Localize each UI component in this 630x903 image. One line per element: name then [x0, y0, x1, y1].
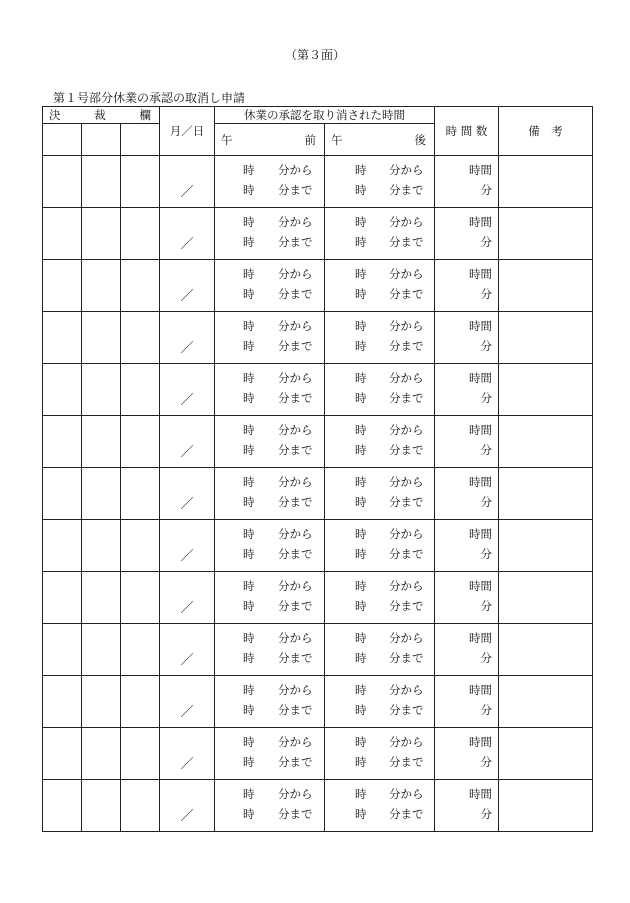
hour-label: 時 [243, 527, 255, 541]
remarks-cell[interactable] [499, 260, 593, 312]
hour-label: 時 [355, 443, 367, 457]
kessai-char-3: 欄 [139, 108, 151, 122]
to-label: 分まで [389, 599, 424, 613]
am-header [215, 124, 325, 156]
stamp-cell-2[interactable] [82, 156, 121, 208]
pm-time-cell[interactable] [325, 156, 435, 208]
duration-cell[interactable] [435, 208, 499, 260]
duration-hours-label: 時間 [469, 527, 492, 541]
hour-label: 時 [243, 755, 255, 769]
stamp-cell-2[interactable] [82, 676, 121, 728]
duration-cell[interactable] [435, 676, 499, 728]
cancellation-form-table [42, 106, 593, 832]
to-label: 分まで [278, 183, 313, 197]
table-row [43, 156, 593, 208]
pm-time-cell[interactable] [325, 312, 435, 364]
am-time-cell[interactable] [215, 156, 325, 208]
stamp-cell-3[interactable] [121, 728, 160, 780]
stamp-cell-2[interactable] [82, 312, 121, 364]
pm-char-1: 午 [331, 132, 343, 147]
duration-hours-label: 時間 [469, 163, 492, 177]
remarks-cell[interactable] [499, 624, 593, 676]
hour-label: 時 [355, 287, 367, 301]
stamp-cell-1[interactable] [43, 260, 82, 312]
date-slash: ／ [180, 185, 194, 200]
hour-label: 時 [355, 319, 367, 333]
from-label: 分から [389, 475, 424, 489]
table-row [43, 468, 593, 520]
kessai-char-1: 決 [49, 108, 61, 122]
remarks-cell[interactable] [499, 780, 593, 832]
stamp-cell-1[interactable] [43, 520, 82, 572]
stamp-cell-3[interactable] [121, 572, 160, 624]
stamp-cell-2[interactable] [82, 624, 121, 676]
page-number: （第３面） [284, 48, 345, 62]
hour-label: 時 [355, 163, 367, 177]
duration-minutes-label: 分 [480, 287, 492, 301]
date-slash: ／ [180, 237, 194, 252]
stamp-cell-2[interactable] [82, 520, 121, 572]
to-label: 分まで [389, 339, 424, 353]
am-time-cell[interactable] [215, 364, 325, 416]
am-time-cell[interactable] [215, 260, 325, 312]
stamp-cell-1[interactable] [43, 208, 82, 260]
hour-label: 時 [355, 527, 367, 541]
stamp-cell-1[interactable] [43, 312, 82, 364]
duration-hours-label: 時間 [469, 371, 492, 385]
duration-hours-label: 時間 [469, 631, 492, 645]
from-label: 分から [278, 215, 313, 229]
to-label: 分まで [389, 287, 424, 301]
to-label: 分まで [389, 651, 424, 665]
remarks-header: 備 考 [499, 107, 593, 156]
month-day-cell[interactable] [160, 624, 215, 676]
remarks-cell[interactable] [499, 312, 593, 364]
stamp-cell-2[interactable] [82, 572, 121, 624]
month-day-cell[interactable] [160, 416, 215, 468]
duration-hours-label: 時間 [469, 579, 492, 593]
stamp-cell-2[interactable] [82, 468, 121, 520]
month-day-cell[interactable] [160, 468, 215, 520]
hour-label: 時 [355, 579, 367, 593]
from-label: 分から [389, 787, 424, 801]
duration-cell[interactable] [435, 520, 499, 572]
stamp-cell-2[interactable] [82, 208, 121, 260]
form-title: 第１号部分休業の承認の取消し申請 [53, 91, 246, 105]
pm-time-cell[interactable] [325, 728, 435, 780]
remarks-cell[interactable] [499, 364, 593, 416]
approver-box-3[interactable] [121, 124, 160, 156]
month-day-cell[interactable] [160, 364, 215, 416]
table-row [43, 208, 593, 260]
table-row [43, 624, 593, 676]
to-label: 分まで [278, 807, 313, 821]
pm-time-cell[interactable] [325, 468, 435, 520]
from-label: 分から [389, 683, 424, 697]
hour-label: 時 [355, 755, 367, 769]
am-time-cell[interactable] [215, 676, 325, 728]
remarks-cell[interactable] [499, 520, 593, 572]
duration-hours-label: 時間 [469, 683, 492, 697]
from-label: 分から [278, 735, 313, 749]
hour-label: 時 [355, 475, 367, 489]
to-label: 分まで [278, 339, 313, 353]
am-char-1: 午 [221, 132, 233, 147]
am-time-cell[interactable] [215, 520, 325, 572]
stamp-cell-3[interactable] [121, 520, 160, 572]
pm-header [325, 124, 435, 156]
to-label: 分まで [278, 547, 313, 561]
duration-minutes-label: 分 [480, 339, 492, 353]
month-day-cell[interactable] [160, 208, 215, 260]
to-label: 分まで [278, 235, 313, 249]
hour-label: 時 [355, 547, 367, 561]
duration-hours-label: 時間 [469, 787, 492, 801]
stamp-cell-3[interactable] [121, 676, 160, 728]
month-day-cell[interactable] [160, 260, 215, 312]
hour-label: 時 [243, 371, 255, 385]
to-label: 分まで [389, 443, 424, 457]
pm-time-cell[interactable] [325, 780, 435, 832]
hour-label: 時 [355, 495, 367, 509]
remarks-cell[interactable] [499, 208, 593, 260]
duration-minutes-label: 分 [480, 391, 492, 405]
pm-time-cell[interactable] [325, 416, 435, 468]
duration-cell[interactable] [435, 624, 499, 676]
am-char-2: 前 [304, 132, 316, 147]
month-day-cell[interactable] [160, 728, 215, 780]
table-row [43, 416, 593, 468]
stamp-cell-1[interactable] [43, 156, 82, 208]
remarks-cell[interactable] [499, 468, 593, 520]
stamp-cell-1[interactable] [43, 468, 82, 520]
hour-label: 時 [243, 423, 255, 437]
hour-label: 時 [355, 183, 367, 197]
duration-minutes-label: 分 [480, 599, 492, 613]
remarks-cell[interactable] [499, 156, 593, 208]
to-label: 分まで [278, 443, 313, 457]
hour-label: 時 [355, 703, 367, 717]
pm-time-cell[interactable] [325, 364, 435, 416]
to-label: 分まで [278, 495, 313, 509]
duration-minutes-label: 分 [480, 495, 492, 509]
month-day-cell[interactable] [160, 572, 215, 624]
duration-hours-label: 時間 [469, 735, 492, 749]
from-label: 分から [389, 579, 424, 593]
hour-label: 時 [243, 599, 255, 613]
to-label: 分まで [389, 391, 424, 405]
duration-minutes-label: 分 [480, 703, 492, 717]
stamp-cell-3[interactable] [121, 312, 160, 364]
duration-cell[interactable] [435, 728, 499, 780]
stamp-cell-3[interactable] [121, 260, 160, 312]
hour-label: 時 [243, 339, 255, 353]
date-slash: ／ [180, 393, 194, 408]
from-label: 分から [278, 371, 313, 385]
hour-label: 時 [243, 787, 255, 801]
hour-label: 時 [243, 235, 255, 249]
month-day-header: 月／日 [160, 107, 215, 156]
stamp-cell-1[interactable] [43, 572, 82, 624]
table-row [43, 364, 593, 416]
from-label: 分から [389, 319, 424, 333]
to-label: 分まで [389, 495, 424, 509]
hour-label: 時 [243, 183, 255, 197]
table-row [43, 520, 593, 572]
hour-label: 時 [243, 807, 255, 821]
from-label: 分から [389, 215, 424, 229]
to-label: 分まで [278, 599, 313, 613]
from-label: 分から [389, 163, 424, 177]
hour-label: 時 [355, 807, 367, 821]
hour-label: 時 [355, 423, 367, 437]
from-label: 分から [278, 423, 313, 437]
duration-minutes-label: 分 [480, 547, 492, 561]
date-slash: ／ [180, 601, 194, 616]
duration-cell[interactable] [435, 572, 499, 624]
from-label: 分から [278, 579, 313, 593]
month-day-cell[interactable] [160, 156, 215, 208]
duration-hours-label: 時間 [469, 475, 492, 489]
to-label: 分まで [389, 547, 424, 561]
duration-hours-label: 時間 [469, 267, 492, 281]
month-day-cell[interactable] [160, 676, 215, 728]
approver-box-2[interactable] [82, 124, 121, 156]
hour-label: 時 [355, 235, 367, 249]
hour-label: 時 [355, 651, 367, 665]
month-day-cell[interactable] [160, 780, 215, 832]
am-time-cell[interactable] [215, 416, 325, 468]
remarks-cell[interactable] [499, 728, 593, 780]
from-label: 分から [278, 475, 313, 489]
from-label: 分から [278, 163, 313, 177]
table-row [43, 728, 593, 780]
pm-time-cell[interactable] [325, 572, 435, 624]
stamp-cell-2[interactable] [82, 364, 121, 416]
stamp-cell-2[interactable] [82, 260, 121, 312]
stamp-cell-3[interactable] [121, 364, 160, 416]
duration-cell[interactable] [435, 416, 499, 468]
to-label: 分まで [389, 703, 424, 717]
hour-label: 時 [355, 631, 367, 645]
cancel-time-header: 休業の承認を取り消された時間 [215, 107, 435, 124]
date-slash: ／ [180, 497, 194, 512]
am-time-cell[interactable] [215, 208, 325, 260]
stamp-cell-3[interactable] [121, 624, 160, 676]
stamp-cell-1[interactable] [43, 780, 82, 832]
to-label: 分まで [278, 287, 313, 301]
from-label: 分から [278, 527, 313, 541]
hours-count-header: 時 間 数 [435, 107, 499, 156]
am-time-cell[interactable] [215, 780, 325, 832]
duration-cell[interactable] [435, 156, 499, 208]
month-day-cell[interactable] [160, 520, 215, 572]
to-label: 分まで [278, 755, 313, 769]
stamp-cell-3[interactable] [121, 156, 160, 208]
stamp-cell-1[interactable] [43, 364, 82, 416]
hour-label: 時 [243, 391, 255, 405]
pm-time-cell[interactable] [325, 208, 435, 260]
to-label: 分まで [389, 807, 424, 821]
kessai-char-2: 裁 [94, 108, 106, 122]
hour-label: 時 [243, 267, 255, 281]
to-label: 分まで [389, 235, 424, 249]
hour-label: 時 [243, 215, 255, 229]
stamp-cell-3[interactable] [121, 468, 160, 520]
date-slash: ／ [180, 757, 194, 772]
duration-minutes-label: 分 [480, 183, 492, 197]
date-slash: ／ [180, 445, 194, 460]
hour-label: 時 [243, 495, 255, 509]
from-label: 分から [389, 423, 424, 437]
stamp-cell-2[interactable] [82, 416, 121, 468]
duration-minutes-label: 分 [480, 807, 492, 821]
hour-label: 時 [243, 703, 255, 717]
from-label: 分から [278, 631, 313, 645]
hour-label: 時 [243, 631, 255, 645]
stamp-cell-3[interactable] [121, 208, 160, 260]
hour-label: 時 [355, 371, 367, 385]
stamp-cell-2[interactable] [82, 780, 121, 832]
pm-time-cell[interactable] [325, 624, 435, 676]
duration-cell[interactable] [435, 364, 499, 416]
from-label: 分から [278, 683, 313, 697]
remarks-cell[interactable] [499, 676, 593, 728]
stamp-cell-1[interactable] [43, 728, 82, 780]
from-label: 分から [389, 735, 424, 749]
table-row [43, 676, 593, 728]
date-slash: ／ [180, 809, 194, 824]
hour-label: 時 [243, 163, 255, 177]
from-label: 分から [389, 631, 424, 645]
hour-label: 時 [243, 547, 255, 561]
date-slash: ／ [180, 653, 194, 668]
pm-char-2: 後 [414, 132, 426, 147]
hour-label: 時 [355, 391, 367, 405]
duration-cell[interactable] [435, 260, 499, 312]
duration-cell[interactable] [435, 312, 499, 364]
stamp-cell-3[interactable] [121, 416, 160, 468]
duration-minutes-label: 分 [480, 235, 492, 249]
duration-cell[interactable] [435, 468, 499, 520]
am-time-cell[interactable] [215, 312, 325, 364]
stamp-cell-1[interactable] [43, 676, 82, 728]
month-day-cell[interactable] [160, 312, 215, 364]
am-time-cell[interactable] [215, 624, 325, 676]
from-label: 分から [278, 787, 313, 801]
hour-label: 時 [355, 215, 367, 229]
kessai-header [43, 107, 160, 124]
hour-label: 時 [243, 287, 255, 301]
from-label: 分から [278, 319, 313, 333]
stamp-cell-1[interactable] [43, 416, 82, 468]
to-label: 分まで [389, 183, 424, 197]
hour-label: 時 [243, 579, 255, 593]
approver-box-1[interactable] [43, 124, 82, 156]
hour-label: 時 [355, 339, 367, 353]
date-slash: ／ [180, 341, 194, 356]
remarks-cell[interactable] [499, 572, 593, 624]
to-label: 分まで [278, 703, 313, 717]
hour-label: 時 [243, 475, 255, 489]
remarks-cell[interactable] [499, 416, 593, 468]
table-row [43, 312, 593, 364]
hour-label: 時 [243, 319, 255, 333]
duration-hours-label: 時間 [469, 423, 492, 437]
hour-label: 時 [243, 683, 255, 697]
duration-minutes-label: 分 [480, 651, 492, 665]
duration-hours-label: 時間 [469, 215, 492, 229]
hour-label: 時 [243, 735, 255, 749]
from-label: 分から [389, 267, 424, 281]
hour-label: 時 [243, 651, 255, 665]
hour-label: 時 [243, 443, 255, 457]
hour-label: 時 [355, 599, 367, 613]
hour-label: 時 [355, 787, 367, 801]
stamp-cell-1[interactable] [43, 624, 82, 676]
date-slash: ／ [180, 705, 194, 720]
table-row [43, 260, 593, 312]
am-time-cell[interactable] [215, 468, 325, 520]
pm-time-cell[interactable] [325, 520, 435, 572]
date-slash: ／ [180, 549, 194, 564]
to-label: 分まで [278, 391, 313, 405]
am-time-cell[interactable] [215, 572, 325, 624]
to-label: 分まで [389, 755, 424, 769]
hour-label: 時 [355, 267, 367, 281]
table-row [43, 572, 593, 624]
from-label: 分から [389, 371, 424, 385]
from-label: 分から [278, 267, 313, 281]
am-time-cell[interactable] [215, 728, 325, 780]
duration-cell[interactable] [435, 780, 499, 832]
pm-time-cell[interactable] [325, 260, 435, 312]
stamp-cell-3[interactable] [121, 780, 160, 832]
from-label: 分から [389, 527, 424, 541]
pm-time-cell[interactable] [325, 676, 435, 728]
duration-minutes-label: 分 [480, 443, 492, 457]
date-slash: ／ [180, 289, 194, 304]
table-row [43, 780, 593, 832]
duration-minutes-label: 分 [480, 755, 492, 769]
stamp-cell-2[interactable] [82, 728, 121, 780]
hour-label: 時 [355, 735, 367, 749]
hour-label: 時 [355, 683, 367, 697]
duration-hours-label: 時間 [469, 319, 492, 333]
to-label: 分まで [278, 651, 313, 665]
